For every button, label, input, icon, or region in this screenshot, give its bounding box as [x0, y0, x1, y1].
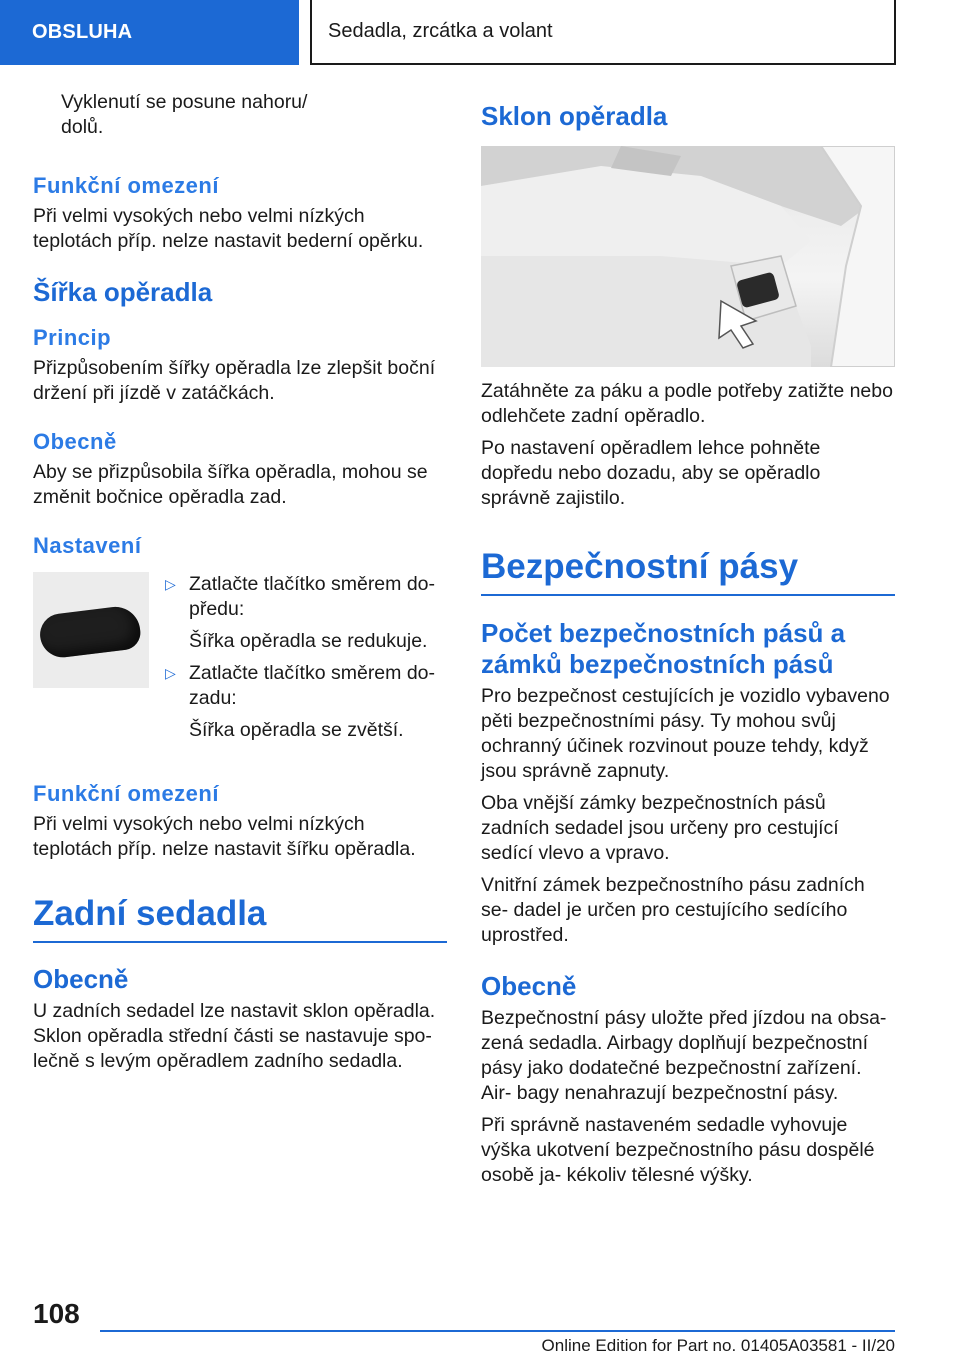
triangle-marker-icon: ▷ [165, 576, 176, 592]
tilt-text-2: Po nastavení opěradlem lehce pohněte dopředu nebo dozadu, aby se opěradlo správně zajistilo. [481, 437, 821, 509]
edition-text: Online Edition for Part no. 01405A03581 - II/20 [541, 1336, 895, 1355]
step-result: Šířka opěradla se zvětší. [189, 719, 404, 741]
limit-heading-1: Funkční omezení [33, 173, 219, 198]
seat-lever-image [481, 146, 895, 367]
footer-divider [100, 1330, 895, 1332]
principle-heading: Princip [33, 325, 112, 350]
left-column [33, 90, 447, 1081]
belt-count-text-2: Oba vnější zámky bezpečnostních pásů zadních sedadel jsou určeny pro cestující sedící vlevo a vpravo. [481, 792, 839, 864]
seatbelts-heading: Bezpečnostní pásy [481, 545, 895, 596]
belt-count-text-1: Pro bezpečnost cestujících je vozidlo vybaveno pěti bezpečnostními pásy. Ty mohou svůj ochranný účinek rozvinout pouze tehdy, když jsou správně zapnuty. [481, 685, 890, 782]
limit-text-2: Při velmi vysokých nebo velmi nízkých teplotách příp. nelze nastavit šířku opěradla. [33, 813, 416, 860]
step-item [163, 661, 447, 743]
seat-illustration [481, 146, 895, 367]
step-item [163, 572, 447, 654]
intro-text: Vyklenutí se posune nahoru/ dolů. [61, 91, 308, 138]
step-text: Zatlačte tlačítko směrem do- zadu: [189, 662, 435, 709]
section-tab: OBSLUHA [0, 0, 299, 65]
rear-seats-heading: Zadní sedadla [33, 892, 447, 943]
general-heading-1: Obecně [33, 429, 117, 454]
step-text: Zatlačte tlačítko směrem do- předu: [189, 573, 435, 620]
belt-count-heading: Počet bezpečnostních pásů a zámků bezpečnostních pásů [481, 618, 846, 679]
adjust-block [33, 572, 447, 750]
limit-text-1: Při velmi vysokých nebo velmi nízkých teplotách příp. nelze nastavit bederní opěrku. [33, 205, 424, 252]
general-text-1: Aby se přizpůsobila šířka opěradla, mohou se změnit bočnice opěradla zad. [33, 461, 428, 508]
principle-text: Přizpůsobením šířky opěradla lze zlepšit boční držení při jízdě v zatáčkách. [33, 357, 436, 404]
adjust-steps [159, 572, 447, 750]
general-text-2: U zadních sedadel lze nastavit sklon opěradla. Sklon opěradla střední části se nastavuje spo- lečně s levým opěradlem zadního sedadla. [33, 1000, 436, 1072]
general-heading-2: Obecně [33, 964, 129, 994]
general-heading-3: Obecně [481, 971, 577, 1001]
width-heading: Šířka opěradla [33, 277, 213, 307]
chapter-title: Sedadla, zrcátka a volant [310, 0, 896, 65]
step-result: Šířka opěradla se redukuje. [189, 630, 428, 652]
width-button-image [33, 572, 149, 688]
tilt-text-1: Zatáhněte za páku a podle potřeby zatižte nebo odlehčete zadní opěradlo. [481, 380, 893, 427]
general-text-3b: Při správně nastaveném sedadle vyhovuje výška ukotvení bezpečnostního pásu dospělé osobě ja- kékoliv tělesné výšky. [481, 1114, 875, 1186]
triangle-marker-icon: ▷ [165, 665, 176, 681]
general-text-3a: Bezpečnostní pásy uložte před jízdou na obsa- zená sedadla. Airbagy doplňují bezpečnostní pásy jako dodatečné bezpečnostní zařízení. Air- bagy nenahrazují bezpečnostní pásy. [481, 1007, 887, 1104]
right-column [481, 90, 895, 1195]
tilt-heading: Sklon opěradla [481, 101, 668, 131]
limit-heading-2: Funkční omezení [33, 781, 219, 806]
page-number: 108 [33, 1298, 80, 1329]
belt-count-text-3: Vnitřní zámek bezpečnostního pásu zadních se- dadel je určen pro cestujícího sedícího uprostřed. [481, 874, 865, 946]
adjust-heading: Nastavení [33, 533, 142, 558]
